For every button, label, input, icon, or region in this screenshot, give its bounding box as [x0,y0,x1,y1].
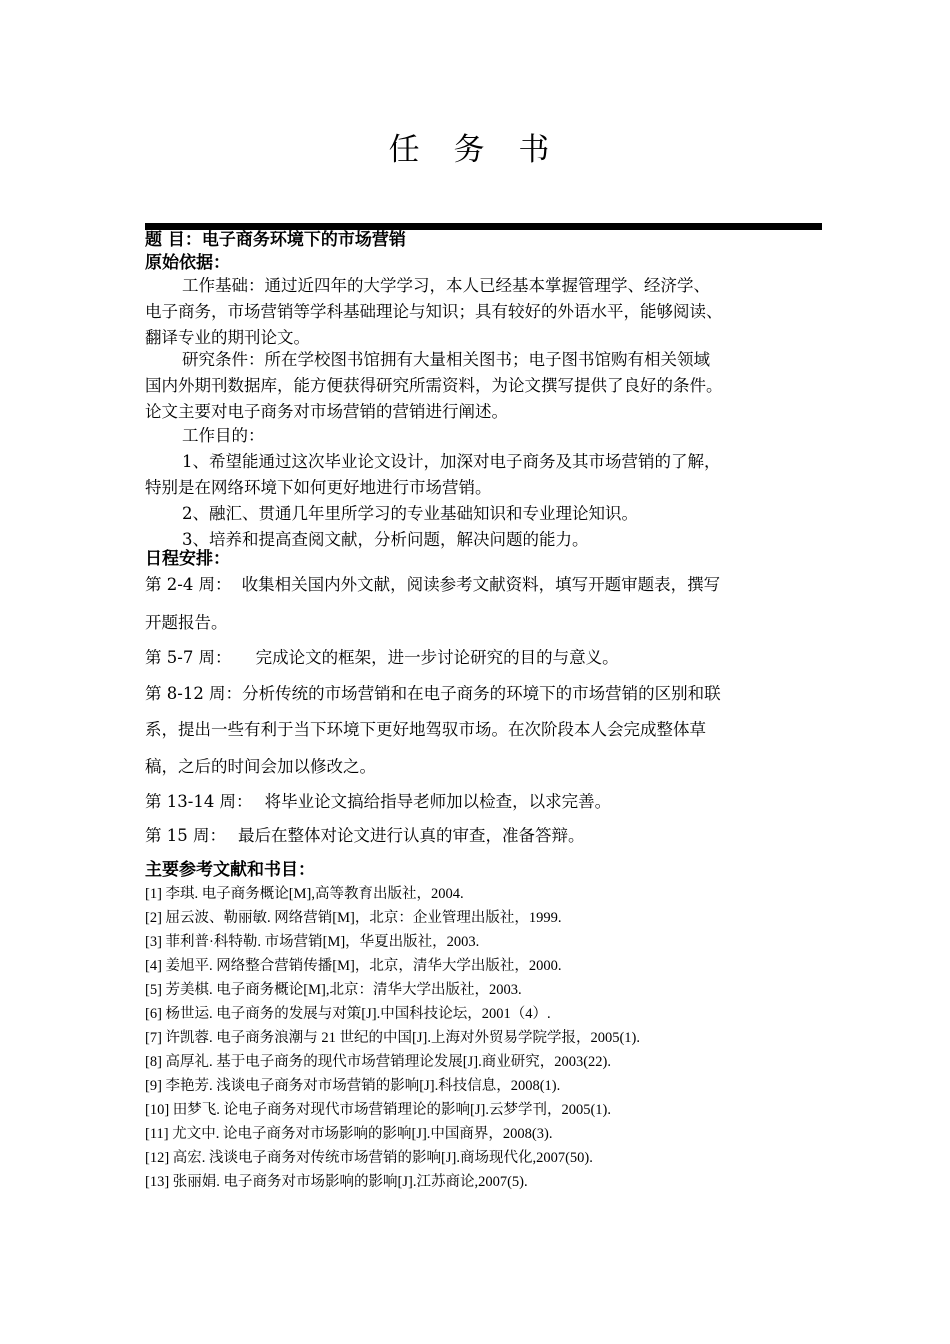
schedule-item-continuation: 开题报告。 [145,613,228,632]
schedule-item [145,572,825,598]
schedule-text: 收集相关国内外文献，阅读参考文献资料，填写开题审题表，撰写 [241,575,721,594]
schedule-item-continuation: 系，提出一些有利于当下环境下更好地驾驭市场。在次阶段本人会完成整体草 [145,720,706,739]
reference-item: [6] 杨世运. 电子商务的发展与对策[J].中国科技论坛，2001（4）. [145,1006,551,1022]
paragraph-line: 国内外期刊数据库，能方便获得研究所需资料，为论文撰写提供了良好的条件。 [145,376,723,395]
schedule-text: 将毕业论文搞给指导老师加以检查，以求完善。 [264,792,612,811]
schedule-item [145,789,825,815]
reference-item: [9] 李艳芳. 浅谈电子商务对市场营销的影响[J].科技信息，2008(1). [145,1078,561,1094]
basis-heading: 原始依据： [145,253,230,273]
topic-value: 电子商务环境下的市场营销 [201,230,406,250]
schedule-week: 第 8-12 周： [145,684,243,703]
reference-item: [13] 张丽娟. 电子商务对市场影响的影响[J].江苏商论,2007(5). [145,1174,528,1190]
reference-item: [8] 高厚礼. 基于电子商务的现代市场营销理论发展[J].商业研究，2003(22). [145,1054,611,1070]
purpose-item-continuation: 特别是在网络环境下如何更好地进行市场营销。 [145,478,492,497]
page-title: 任 务 书 [388,132,562,168]
schedule-item [145,823,825,849]
reference-item: [3] 菲利普·科特勒. 市场营销[M]，华夏出版社，2003. [145,934,480,950]
schedule-week: 第 2-4 周： [145,575,232,594]
schedule-heading: 日程安排： [145,549,230,569]
purpose-item: 1、希望能通过这次毕业论文设计，加深对电子商务及其市场营销的了解， [182,452,721,471]
paragraph-line: 研究条件：所在学校图书馆拥有大量相关图书；电子图书馆购有相关领域 [182,350,710,369]
paragraph-line: 论文主要对电子商务对市场营销的营销进行阐述。 [145,402,508,421]
purpose-section [145,423,825,553]
reference-item: [11] 尤文中. 论电子商务对市场影响的影响[J].中国商界，2008(3). [145,1126,553,1142]
schedule-week: 第 13-14 周： [145,792,253,811]
reference-item: [4] 姜旭平. 网络整合营销传播[M]，北京，清华大学出版社，2000. [145,958,562,974]
reference-item: [7] 许凯蓉. 电子商务浪潮与 21 世纪的中国[J].上海对外贸易学院学报，2005(1). [145,1030,640,1046]
purpose-item: 3、培养和提高查阅文献，分析问题，解决问题的能力。 [182,530,589,549]
references-heading: 主要参考文献和书目： [145,860,315,880]
research-conditions-paragraph [145,347,825,425]
work-basis-paragraph [145,273,825,351]
topic-line [145,229,825,251]
reference-item: [1] 李琪. 电子商务概论[M],高等教育出版社，2004. [145,886,464,902]
schedule-item [145,645,825,671]
reference-item: [12] 高宏. 浅谈电子商务对传统市场营销的影响[J].商场现代化,2007(50). [145,1150,593,1166]
reference-item: [5] 芳美棋. 电子商务概论[M],北京：清华大学出版社，2003. [145,982,522,998]
topic-label: 题 目： [145,230,202,250]
purpose-label: 工作目的： [182,426,265,445]
schedule-text: 完成论文的框架，进一步讨论研究的目的与意义。 [255,648,619,667]
schedule-week: 第 15 周： [145,826,226,845]
reference-item: [2] 屈云波、勒丽敏. 网络营销[M]，北京：企业管理出版社，1999. [145,910,562,926]
schedule-week: 第 5-7 周： [145,648,232,667]
paragraph-line: 工作基础：通过近四年的大学学习，本人已经基本掌握管理学、经济学、 [182,276,710,295]
purpose-item: 2、融汇、贯通几年里所学习的专业基础知识和专业理论知识。 [182,504,638,523]
paragraph-line: 电子商务，市场营销等学科基础理论与知识；具有较好的外语水平，能够阅读、 [145,302,723,321]
paragraph-line: 翻译专业的期刊论文。 [145,328,310,347]
schedule-item-continuation: 稿，之后的时间会加以修改之。 [145,757,376,776]
reference-list [145,884,825,1196]
reference-item: [10] 田梦飞. 论电子商务对现代市场营销理论的影响[J].云梦学刊，2005(1). [145,1102,611,1118]
schedule-text: 分析传统的市场营销和在电子商务的环境下的市场营销的区别和联 [242,684,721,703]
schedule-text: 最后在整体对论文进行认真的审查，准备答辩。 [238,826,585,845]
schedule-item [145,681,825,707]
